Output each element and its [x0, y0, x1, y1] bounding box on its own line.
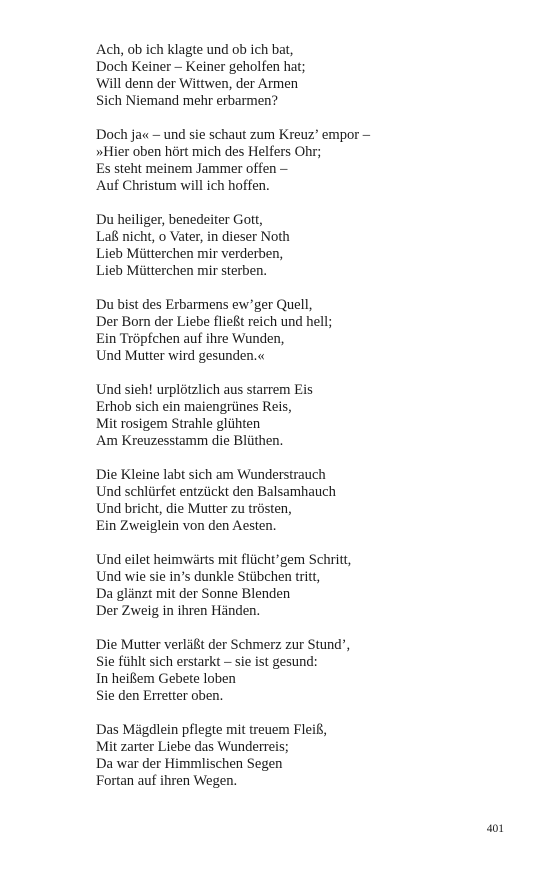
verse-line: Laß nicht, o Vater, in dieser Noth [96, 229, 290, 245]
verse-line: Du heiliger, benedeiter Gott, [96, 212, 263, 228]
verse-line: »Hier oben hört mich des Helfers Ohr; [96, 144, 322, 160]
verse-line: Mit rosigem Strahle glühten [96, 416, 261, 432]
verse-line: Und bricht, die Mutter zu trösten, [96, 501, 292, 517]
verse-line: Und sieh! urplötzlich aus starrem Eis [96, 382, 313, 398]
verse-line: Ein Zweiglein von den Aesten. [96, 518, 277, 534]
verse-line: Will denn der Wittwen, der Armen [96, 76, 299, 92]
stanza [96, 552, 516, 620]
poem-body [96, 42, 516, 807]
stanza [96, 637, 516, 705]
verse-line: Sie fühlt sich erstarkt – sie ist gesund: [96, 654, 318, 670]
verse-line: Und Mutter wird gesunden.« [96, 348, 265, 364]
verse-line: Ach, ob ich klagte und ob ich bat, [96, 42, 294, 58]
verse-line: Der Born der Liebe fließt reich und hell; [96, 314, 333, 330]
verse-line: Und wie sie in’s dunkle Stübchen tritt, [96, 569, 321, 585]
verse-line: Lieb Mütterchen mir sterben. [96, 263, 268, 279]
verse-line: Du bist des Erbarmens ew’ger Quell, [96, 297, 313, 313]
verse-line: Lieb Mütterchen mir verderben, [96, 246, 284, 262]
verse-line: Doch ja« – und sie schaut zum Kreuz’ empor – [96, 127, 371, 143]
verse-line: Mit zarter Liebe das Wunderreis; [96, 739, 289, 755]
verse-line: Da glänzt mit der Sonne Blenden [96, 586, 291, 602]
verse-line: Und eilet heimwärts mit flücht’gem Schritt, [96, 552, 352, 568]
verse-line: In heißem Gebete loben [96, 671, 236, 687]
verse-line: Sich Niemand mehr erbarmen? [96, 93, 278, 109]
verse-line: Das Mägdlein pflegte mit treuem Fleiß, [96, 722, 328, 738]
verse-line: Der Zweig in ihren Händen. [96, 603, 261, 619]
verse-line: Fortan auf ihren Wegen. [96, 773, 238, 789]
verse-line: Und schlürfet entzückt den Balsamhauch [96, 484, 336, 500]
stanza [96, 127, 516, 195]
stanza [96, 382, 516, 450]
stanza [96, 297, 516, 365]
stanza [96, 212, 516, 280]
verse-line: Die Kleine labt sich am Wunderstrauch [96, 467, 326, 483]
stanza [96, 42, 516, 110]
verse-line: Ein Tröpfchen auf ihre Wunden, [96, 331, 285, 347]
verse-line: Die Mutter verläßt der Schmerz zur Stund’, [96, 637, 351, 653]
verse-line: Da war der Himmlischen Segen [96, 756, 283, 772]
verse-line: Auf Christum will ich hoffen. [96, 178, 270, 194]
verse-line: Sie den Erretter oben. [96, 688, 224, 704]
stanza [96, 467, 516, 535]
stanza [96, 722, 516, 790]
page-number: 401 [486, 823, 504, 835]
verse-line: Erhob sich ein maiengrünes Reis, [96, 399, 292, 415]
verse-line: Es steht meinem Jammer offen – [96, 161, 288, 177]
verse-line: Doch Keiner – Keiner geholfen hat; [96, 59, 306, 75]
verse-line: Am Kreuzesstamm die Blüthen. [96, 433, 284, 449]
